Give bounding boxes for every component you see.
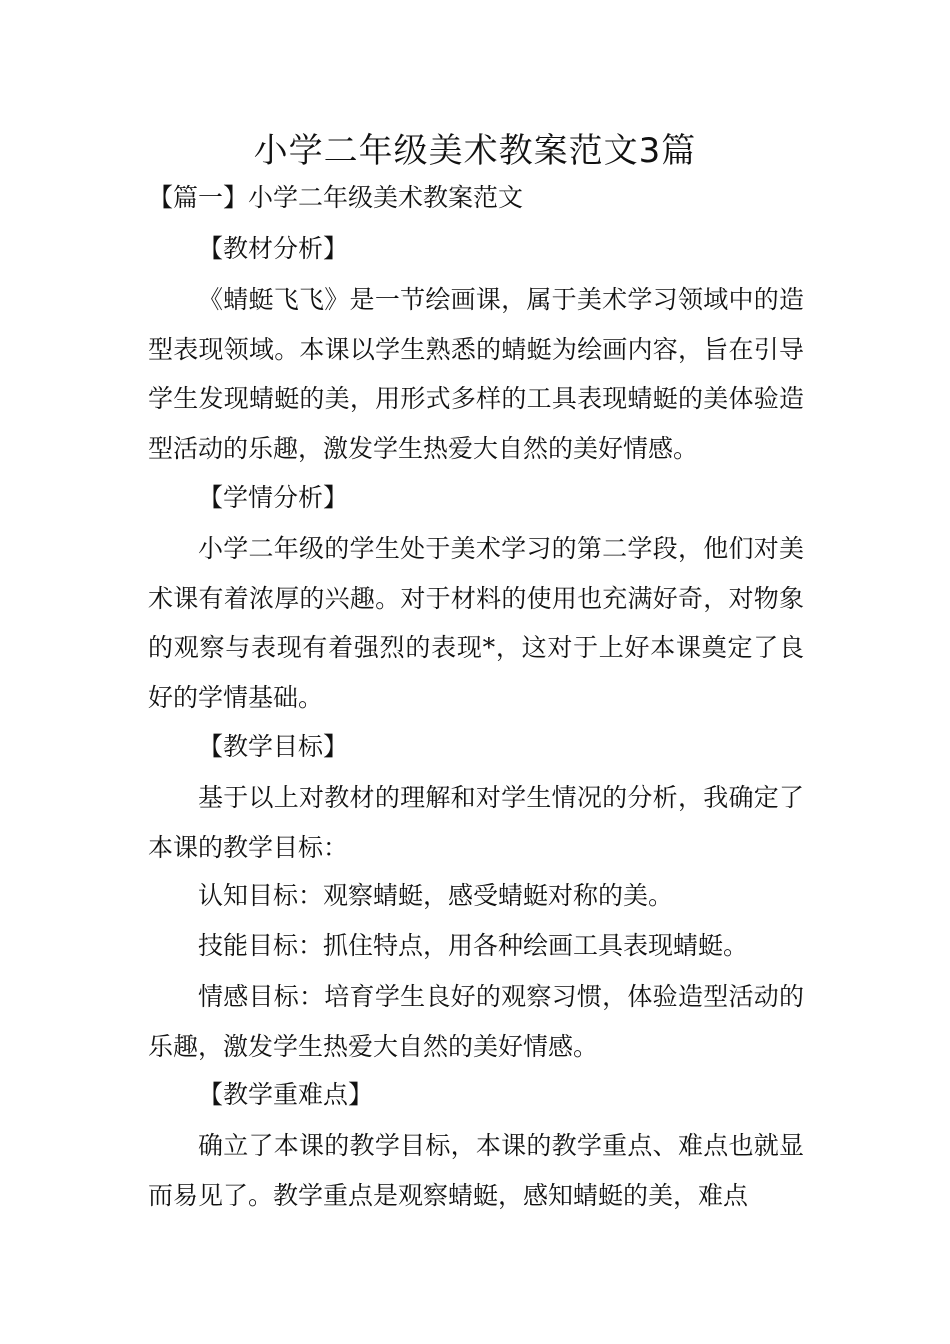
heading-key-difficulties: 【教学重难点】: [198, 1080, 374, 1109]
section-heading: 【篇一】小学二年级美术教案范文: [148, 183, 524, 212]
heading-learner-analysis: 【学情分析】: [198, 483, 349, 512]
paragraph-textbook-analysis: 《蜻蜓飞飞》是一节绘画课，属于美术学习领域中的造型表现领域。本课以学生熟悉的蜻蜓为绘画内容，旨在引导学生发现蜻蜓的美，用形式多样的工具表现蜻蜓的美体验造型活动的乐趣，激发学生热爱大自然的美好情感。: [148, 285, 804, 464]
document-title: 小学二年级美术教案范文3篇: [253, 131, 697, 171]
paragraph-key-difficulties: 确立了本课的教学目标，本课的教学重点、难点也就显而易见了。教学重点是观察蜻蜓，感知蜻蜓的美，难点: [148, 1131, 804, 1210]
paragraph-objectives-intro: 基于以上对教材的理解和对学生情况的分析，我确定了本课的教学目标：: [148, 783, 804, 862]
paragraph-learner-analysis: 小学二年级的学生处于美术学习的第二学段，他们对美术课有着浓厚的兴趣。对于材料的使用也充满好奇，对物象的观察与表现有着强烈的表现*，这对于上好本课奠定了良好的学情基础。: [148, 534, 804, 713]
objective-emotional: 情感目标：培育学生良好的观察习惯，体验造型活动的乐趣，激发学生热爱大自然的美好情感。: [148, 982, 804, 1061]
objective-skill: 技能目标：抓住特点，用各种绘画工具表现蜻蜓。: [198, 931, 749, 960]
heading-teaching-objectives: 【教学目标】: [198, 732, 349, 761]
objective-cognitive: 认知目标：观察蜻蜓，感受蜻蜓对称的美。: [198, 881, 674, 910]
heading-textbook-analysis: 【教材分析】: [198, 234, 349, 263]
